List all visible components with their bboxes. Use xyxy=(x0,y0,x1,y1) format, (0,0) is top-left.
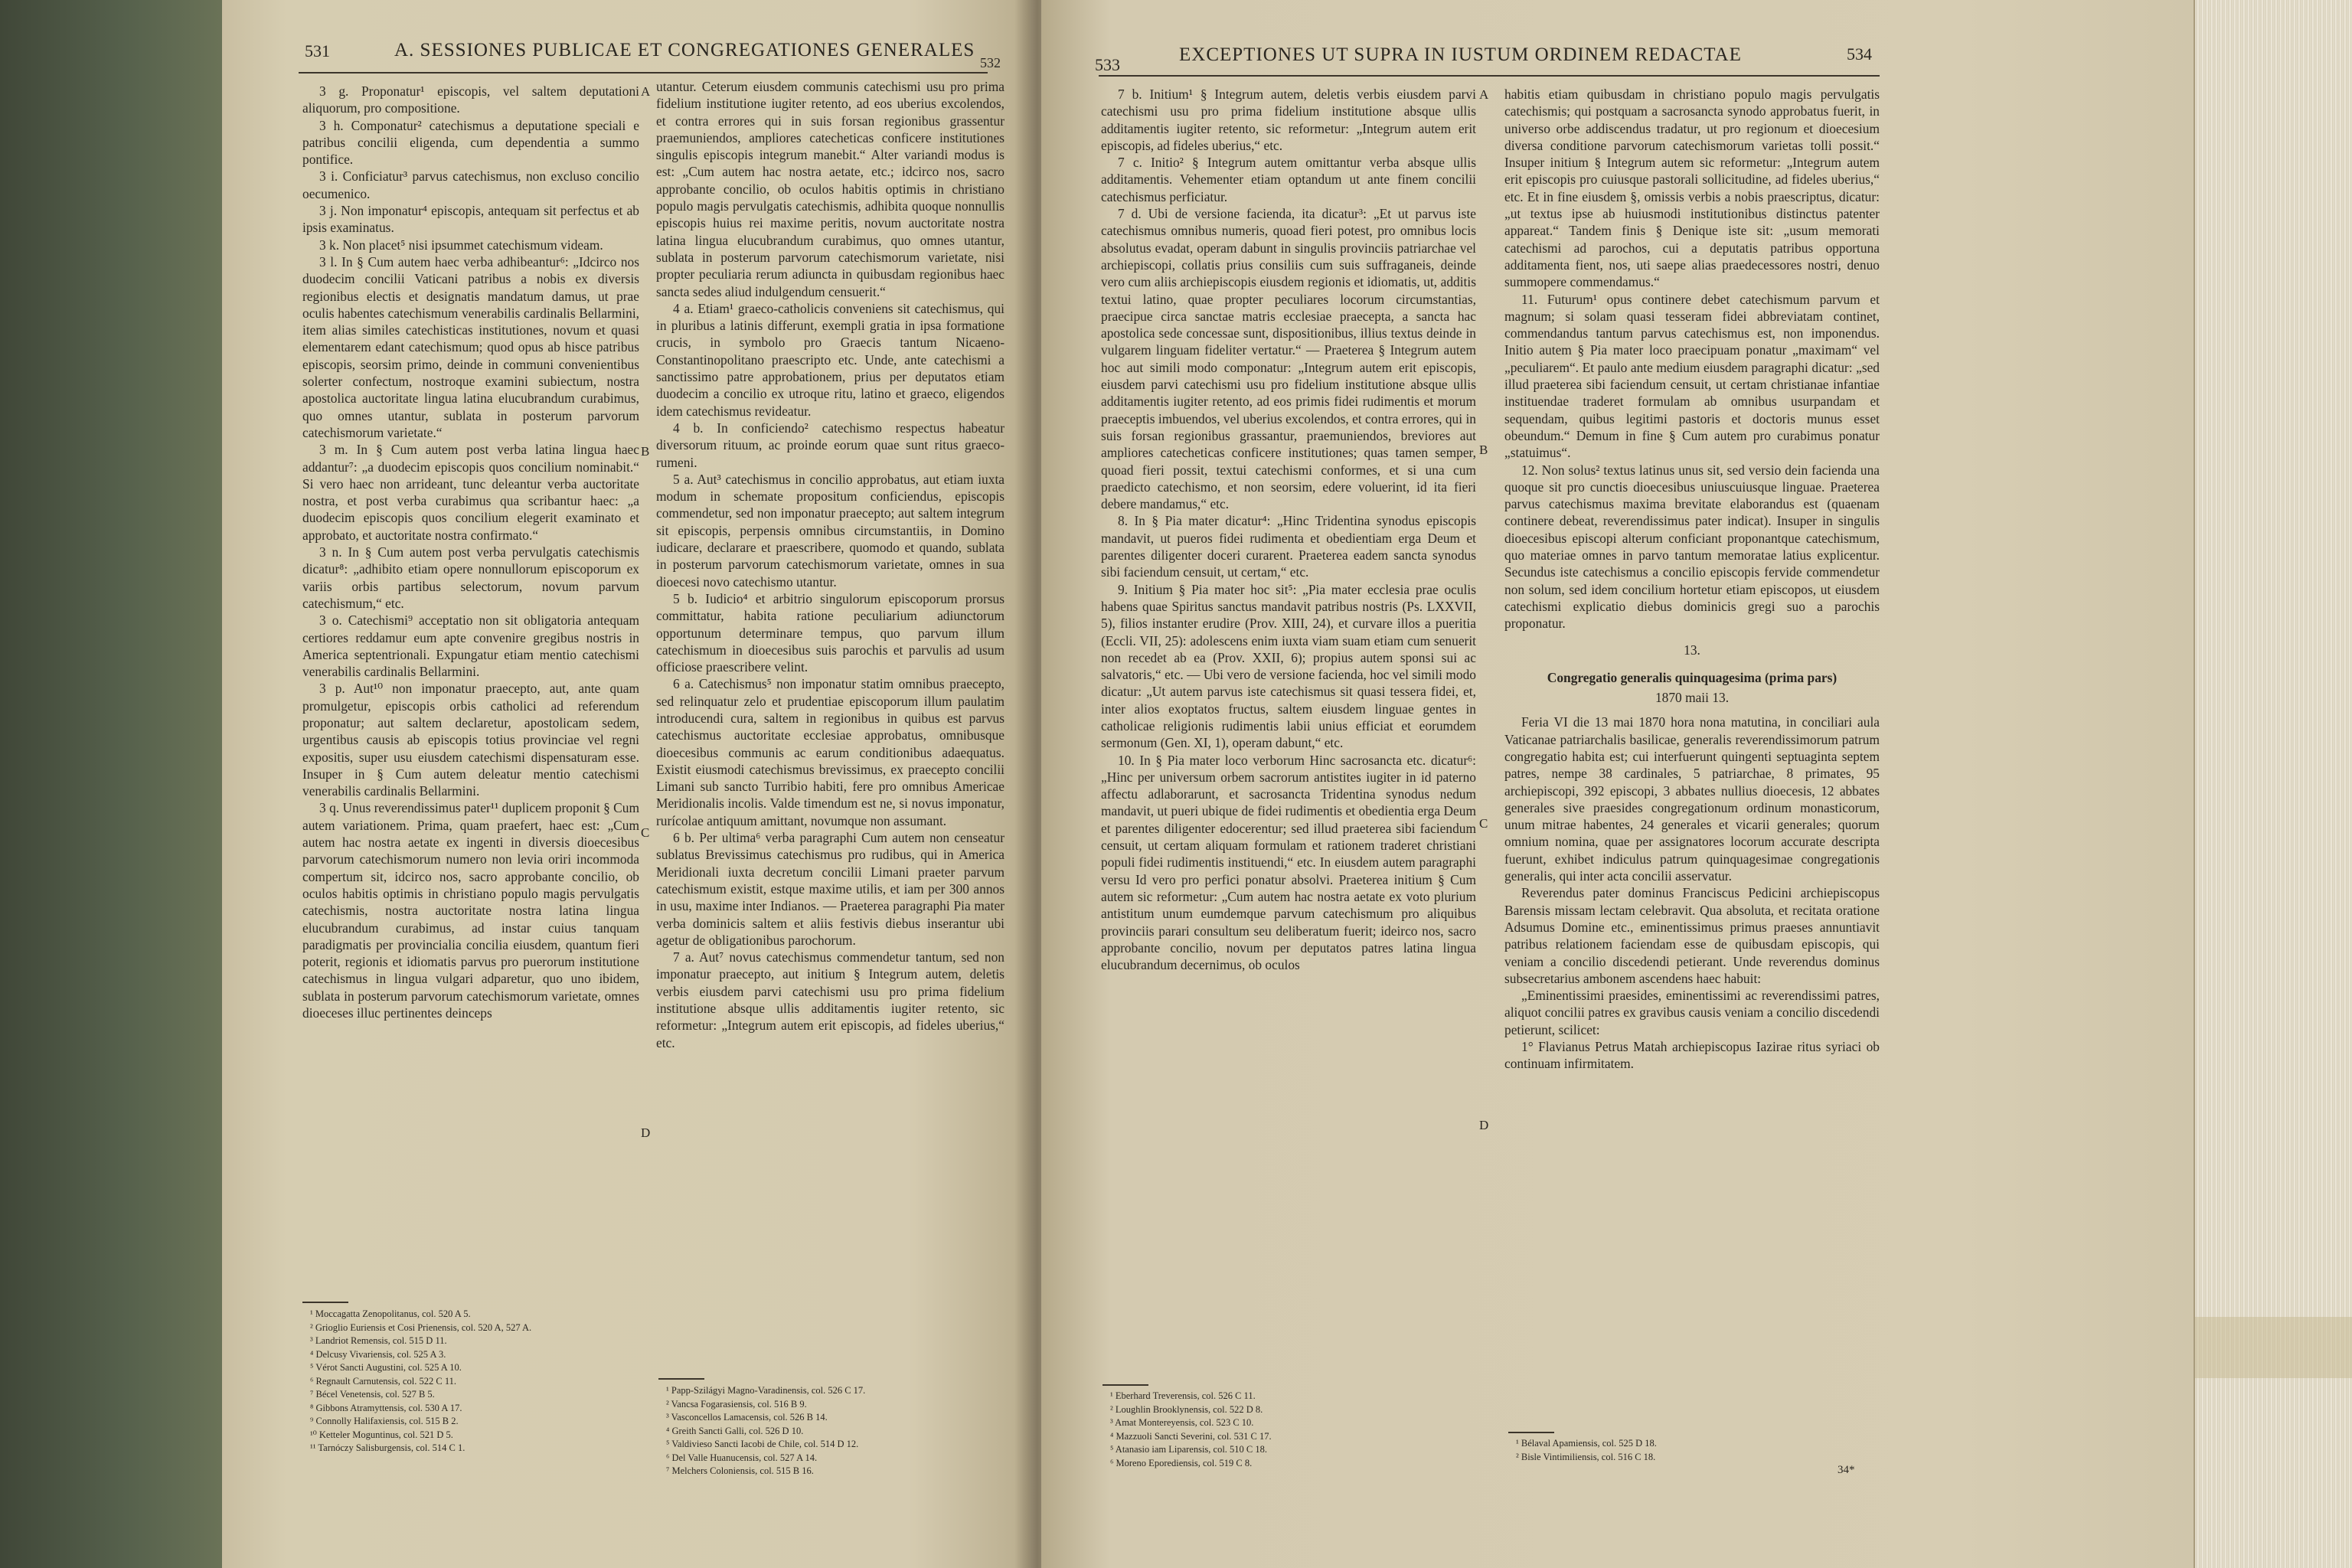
footnote: ⁵ Vérot Sancti Augustini, col. 525 A 10. xyxy=(310,1362,462,1373)
footnote: ⁴ Greith Sancti Galli, col. 526 D 10. xyxy=(666,1425,804,1436)
left-column-2 xyxy=(656,78,1004,1288)
paragraph: 7 c. Initio² § Integrum autem omittantur verba absque ullis additamentis. Vehementer etiam optandum ut ante finem concilii catechismus perficiatur. xyxy=(1101,155,1476,204)
paragraph: 1° Flavianus Petrus Matah archiepiscopus Iaziraе ritus syriaci ob continuam infirmitatem. xyxy=(1504,1039,1880,1072)
paragraph: 3 k. Non placet⁵ nisi ipsummet catechismum videam. xyxy=(319,237,603,253)
margin-letter-c: C xyxy=(1479,816,1488,831)
left-footnotes-col-1 xyxy=(310,1308,531,1455)
paragraph: 3 m. In § Cum autem post verba latina lingua haec addantur⁷: „a duodecim episcopis quos concilium nominabit.“ Si vero haec non arrideant, tunc deleantur verba auctoritate nostra, et post verba curabimus qua scribantur haec: „a duodecim episcopis quos concilium elegerit examinato et approbato, et auctoritate nostra confirmato.“ xyxy=(302,442,639,543)
footnote: ⁴ Delcusy Vivariensis, col. 525 A 3. xyxy=(310,1348,446,1360)
footnote: ⁵ Valdivieso Sancti Iacobi de Chile, col. 514 D 12. xyxy=(666,1439,859,1449)
paragraph: 7 d. Ubi de versione facienda, ita dicatur³: „Et ut parvus iste catechismus omnibus numeris, quoad fieri potest, pro omnibus locis absolutus evadat, operam dabunt in singulis provinciis patriarchae vel archiepiscopi, collatis prius consiliis cum suis suffraganeis, deinde vero cum aliis archiepiscopis eiusdem regionis et idiomatis, ut, additis textui latino, quae propter peculiares locorum circumstantias, praecipue circa sanctae matris ecclesiae praecepta, a sancta hac apostolica sede concessae sunt, dispositionibus, illius textus deinde in vulgarem linguam fideliter vertatur.“ — Praeterea § Integrum autem hoc aut simili modo componatur: „Integrum autem erit episcopis, eiusdem parvi catechismi usu pro fidelium institutione absque ullis additamentis iugiter retento, ad eos primis fidei rudimentis et morum praeceptis imbuendos, vel uberius excolendos, et contra errores, qui in suis forsan regionibus grassantur, praemuniendos, breviores aut ampliores catecheticas conficere institutiones; quas tamen semper, quoad fieri possit, textui catechismi conformes, et si una cum praedicto catechismo, et non seorsim, edere voluerint, id ita fieri debere mandamus,“ etc. xyxy=(1101,206,1476,512)
right-footnotes-col-2 xyxy=(1516,1437,1657,1464)
paragraph: habitis etiam quibusdam in christiano populo magis pervulgatis catechismis; qui postquam a sacrosancta synodo approbatus fuerit, in universo orbe addiscendus tradatur, ut pro regionum et dioecesium diversa conditione parvorum catechismorum varietas tolli possit.“ Insuper initium § Integrum autem sic reformetur: „Integrum autem erit episcopis pro cuiusque pastorali sollicitudine, ad fideles uberius,“ etc. Et in fine eiusdem §, omissis verbis a nobis praescriptus, dicatur: „ut textus ipse ab huiusmodi institutionibus distinctus patenter appareat.“ Tandem finis § Denique iste sit: „usum memorati catechismi ad parochos, cui a deputatis patribus opportuna additamenta fient, nos, uti saepe alias praedecessores nostri, denuo summopere commendamus.“ xyxy=(1504,87,1880,290)
left-running-header: A. SESSIONES PUBLICAE ET CONGREGATIONES GENERALES xyxy=(394,40,975,60)
footnote: ¹⁰ Ketteler Moguntinus, col. 521 D 5. xyxy=(310,1429,453,1440)
margin-letter-c: C xyxy=(641,825,650,840)
paragraph: 10. In § Pia mater loco verborum Hinc sacrosancta etc. dicatur⁶: „Hinc per universum orbem sacrorum antistites iugiter in id paterno affectu adlaborarunt, et sacrosancta Tridentina synodus nedum mandavit, ut pueri ubique de fidei rudimentis et obedientia erga Deum et parentes diligenter edocerentur; sed illud praeterea sibi faciendum censuit, ut certam aliquam formulam et rationem traderet christiani populi fidei rudimentis instituendi,“ etc. In eiusdem autem paragraphi versu Id vero pro perfici ponatur absolvi. Praeterea initium § Cum autem sic reformetur: „Cum autem hac nostra aetate ex voto plurium antistitum unum eumdemque parvum catechismum pro aliquibus provinciis parari consultum seu deliberatum fuerit; ideirco nos, sacro approbante concilio, novum per deputatos patres latina lingua elucubrandum decernimus, ob oculos xyxy=(1101,752,1476,973)
footnote: ² Bisle Vintimiliensis, col. 516 C 18. xyxy=(1516,1451,1656,1462)
right-column-1 xyxy=(1101,86,1476,1349)
footnote-rule xyxy=(302,1302,348,1303)
footnote: ³ Landriot Remensis, col. 515 D 11. xyxy=(310,1335,447,1346)
paragraph: 3 q. Unus reverendissimus pater¹¹ duplicem proponit § Cum autem variationem. Prima, quam praefert, haec est: „Cum autem hac nostra aetate ex ingenti in diversis dioecesibus parvorum catechismorum numero non levia oriri incommoda compertum sit, idcirco nos, sacro approbante concilio, ob oculos habitis optimis in christiano populo magis pervulgatis catechismis, nostra auctoritate nostra latina lingua elucubrandum curabimus, ad instar cuius tanquam paradigmatis per provincialia concilia eiusdem, quantum fieri poterit, regionis et idiomatis parvus pro puerorum institutione catechismus in lingua vulgari adparetur, quo uno ibidem, sublata in posterum parvorum catechismorum varietate, omnes dioeceses illuc pertinentes deinceps xyxy=(302,800,639,1021)
paragraph: 3 j. Non imponatur⁴ episcopis, antequam sit perfectus et ab ipsis examinatus. xyxy=(302,203,639,236)
signature-mark: 34* xyxy=(1838,1464,1855,1476)
page-block-fore-edge xyxy=(2194,0,2352,1568)
left-page xyxy=(222,0,1030,1568)
paragraph: 3 h. Componatur² catechismus a deputatione speciali e patribus concilii eligenda, cum dependentia a summo pontifice. xyxy=(302,117,639,168)
footnote: ³ Vasconcellos Lamacensis, col. 526 B 14. xyxy=(666,1412,828,1423)
paragraph: utantur. Ceterum eiusdem communis catechismi usu pro prima fidelium institutione iugiter retento, ad eos uberius excolendos, et contra errores qui in suis forsan regionibus grassentur praemuniendos, ampliores catecheticas conficere institutiones singulis episcopis integrum manebit.“ Alter variandi modus is est: „Cum autem hac nostra aetate, etc.; idcirco nos, sacro approbante concilio, ob oculos habitis optimis in christiano populo magis pervulgatis catechismis, adhibita quoque nonnullis episcopis huius rei maxime peritis, novum auctoritate nostra latina lingua elucubrandum curabimus, quo omnes utantur, sublata in posterum parvorum catechismorum varietate, nisi propter peculiaria rerum adiuncta in quibusdam regionibus haec sancta sedes aliud indulgendum censuerit.“ xyxy=(656,79,1004,299)
footnote: ⁷ Melchers Coloniensis, col. 515 B 16. xyxy=(666,1465,814,1476)
margin-letter-b: B xyxy=(641,444,650,459)
footnote: ⁷ Bécel Venetensis, col. 527 B 5. xyxy=(310,1389,435,1400)
footnote: ⁶ Regnault Carnutensis, col. 522 C 11. xyxy=(310,1375,457,1387)
paragraph: 7 b. Initium¹ § Integrum autem, deletis verbis eiusdem parvi catechismi usu pro prima fidelium institutione absque ullis additamentis iugiter retento, sic reformetur: „Integrum autem erit episcopis, ad fideles uberius,“ etc. xyxy=(1101,87,1476,153)
footnote: ² Vancsa Fogarasiensis, col. 516 B 9. xyxy=(666,1398,807,1410)
footnote: ¹ Papp-Szilágyi Magno-Varadinensis, col. 526 C 17. xyxy=(666,1385,866,1396)
paragraph: Reverendus pater dominus Franciscus Pedicini archiepiscopus Barensis missam lectam celebravit. Qua absoluta, et recitata oratione Adsumus Domine etc., eminentissimus primus praeses annuntiavit patribus relationem faciendam esse de quibusdam episcopis, qui veniam a concilio discedendi petierant. Unde reverendus dominus subsecretarius ambonem ascendens haec habuit: xyxy=(1504,885,1880,986)
paragraph: 6 a. Catechismus⁵ non imponatur statim omnibus praecepto, sed relinquatur zelo et prudentiae episcoporum illum paulatim introducendi cura, saltem in regionibus in quibus est parvus catechismus auctoritate ecclesiae approbatus, omnibusque dioecesibus communis ac earum conditionibus adaequatus. Existit eiusmodi catechismus brevissimus, ex praecepto concilii Limani sub sancto Turribio habiti, fere pro omnibus Americae Meridionalis incolis. Valde timendum est ne, si novus imponatur, rurícolae antiquum amittant, novumque non assumant. xyxy=(656,676,1004,828)
paragraph: 8. In § Pia mater dicatur⁴: „Hinc Tridentina synodus episcopis mandavit, ut pueros fidei rudimenta et obedientiam erga Deum et parentes diligenter doceri curarent. Praeterea eadem sancta synodus sibi faciendum censuit, ut certam,“ etc. xyxy=(1101,513,1476,580)
paragraph: „Eminentissimi praesides, eminentissimi ac reverendissimi patres, aliquot concilii patres ex gravibus causis veniam a concilio discedendi petierunt, scilicet: xyxy=(1504,988,1880,1037)
right-footnotes-col-1 xyxy=(1110,1390,1272,1470)
margin-letter-d: D xyxy=(641,1125,651,1140)
footnote-rule xyxy=(1102,1384,1148,1386)
footnote: ⁸ Gibbons Atramyttensis, col. 530 A 17. xyxy=(310,1402,462,1413)
paragraph: 12. Non solus² textus latinus unus sit, sed versio dein facienda una quoque sit pro cunctis dioecesibus uniuscuiusque linguae. Praeterea parvus catechismus maxima brevitate elaborandus est (quaenam continere debeat, reverendissimus pater indicat). Insuper in singulis dioecesibus episcopi alterum conficiant proponantque catechismum, quo materiae omnes in parvo tantum memoratae latius explicentur. Secundus iste catechismus a concilio episcopis fervide commendetur non solum, sed idem concilium hortetur etiam episcopos, ut eiusdem catechismi explicatio diebus dominicis gregi suo a parochis proponatur. xyxy=(1504,462,1880,632)
margin-letter-a: A xyxy=(641,84,651,99)
paragraph: 3 o. Catechismi⁹ acceptatio non sit obligatoria antequam certiores reddamur eum apte convenire gregibus nostris in America septentrionali. Expungatur etiam mentio catechismi venerabilis cardinalis Bellarmini. xyxy=(302,612,639,680)
footnote-rule xyxy=(1508,1432,1554,1433)
paragraph: 4 a. Etiam¹ graeco-catholicis conveniens sit catechismus, qui in pluribus a latinis differunt, exempli gratia in ipsa formatione crucis, in symbolo pro Graecis tantum Nicaeno-Constantinopolitano praescripto etc. Unde, ante catechismi a sanctissimo patre approbationem, prius per deputatos etiam duodecim a concilio ex utroque ritu, latino et graeco, eligendos idem catechismus revideatur. xyxy=(656,300,1004,419)
footnote: ¹ Eberhard Treverensis, col. 526 C 11. xyxy=(1110,1390,1256,1401)
paragraph: 5 b. Iudicio⁴ et arbitrio singulorum episcoporum prorsus committatur, habita ratione peculiarium adiunctorum opportunum determinare tempus, quo parvum illum catechismum in dioecesibus suis parochis et parvulis ad usum officiose praescribere velint. xyxy=(656,590,1004,675)
footnote: ¹ Bélaval Apamiensis, col. 525 D 18. xyxy=(1516,1438,1657,1449)
section-title: Congregatio generalis quinquagesima (prima pars) xyxy=(1547,669,1838,685)
page-number-531: 531 xyxy=(305,41,330,60)
left-footnotes-col-2 xyxy=(666,1384,865,1478)
paragraph: 3 p. Aut¹⁰ non imponatur praecepto, aut, ante quam promulgetur, episcopis orbis catholici ad referendum proponatur; aut saltem declaretur, apostolicam sedem, urgentibus causis ab episcopis totius provinciae vel regni expositis, super usu eiusdem catechismi dispensaturam esse. Insuper in § Cum autem deleatur mentio catechismi venerabilis cardinalis Bellarmini. xyxy=(302,681,639,799)
footnote: ⁹ Connolly Halifaxiensis, col. 515 B 2. xyxy=(310,1416,459,1426)
scanner-background xyxy=(0,0,230,1568)
left-column-1 xyxy=(302,83,639,1277)
footnote: ⁶ Moreno Eporediensis, col. 519 C 8. xyxy=(1110,1457,1253,1468)
footnote: ⁴ Mazzuoli Sancti Severini, col. 531 C 17. xyxy=(1110,1430,1272,1442)
paragraph: 3 i. Conficiatur³ parvus catechismus, non excluso concilio oecumenico. xyxy=(302,168,639,201)
paragraph: 3 g. Proponatur¹ episcopis, vel saltem deputationi aliquorum, pro compositione. xyxy=(302,83,639,116)
right-column-2 xyxy=(1504,86,1880,1426)
paragraph: 3 n. In § Cum autem post verba pervulgatis catechismis dicatur⁸: „adhibito etiam opere nonnullorum episcoporum ex variis orbis partibus selectorum, novum parvum catechismum,“ etc. xyxy=(302,544,639,611)
open-book xyxy=(222,0,2350,1568)
paragraph: Feria VI die 13 mai 1870 hora nona matutina, in conciliari aula Vaticanae patriarchalis basilicae, generalis reverendissimorum patrum congregatio habita est; cui interfuerunt quingenti septuaginta septem patres, nempe 38 cardinales, 5 patriarchae, 8 primates, 95 archiepiscopi, 392 episcopi, 3 abbates nullius dioecesis, 12 abbates generales sive praesides congregationum ordinum monasticorum, unum mitrae habentes, 24 generales et vicarii generales; quorum omnium nomina, quae per assignatores locorum accurate descripta fuerunt, exhibet indiculus patrum quinquagesimae congregationis generalis, qui inter acta concilii asservatur. xyxy=(1504,714,1880,884)
paragraph: 11. Futurum¹ opus continere debet catechismum parvum et magnum; si solam quasi tesseram fidei abbreviatam continet, commendandus tantum parvus catechismus est, non imponendus. Initio autem § Pia mater loco praecipuam ponatur „maximam“ vel „peculiarem“. Et paulo ante medium eiusdem paragraphi dicatur: „sed illud praeterea sibi faciendum censuit, ut certam christianae infantiae instituendae traderet formulam ab omnibus usurpandam et sequendam, quibus legitimi pastoris et doctoris munus esset obeundum.“ Demum in fine § Cum autem pro curabimus ponatur „statuimus“. xyxy=(1504,291,1880,461)
margin-letter-d: D xyxy=(1479,1118,1489,1132)
footnote: ³ Amat Montereyensis, col. 523 C 10. xyxy=(1110,1417,1254,1428)
paragraph: 6 b. Per ultima⁶ verba paragraphi Cum autem non censeatur sublatus Brevissimus catechismus pro rudibus, qui in America Meridionali iuxta decretum concilii Limani praeter parvum catechismum existit, estque maxime utilis, et iam per 300 annos in usu, maxime inter Indianos. — Praeterea paragraphi Pia mater verba dominicis saltem et aliis festivis diebus inserantur ubi agetur de obligationibus parochorum. xyxy=(656,830,1004,948)
section-number: 13. xyxy=(1684,642,1700,658)
footnote: ⁶ Del Valle Huanucensis, col. 527 A 14. xyxy=(666,1452,818,1463)
margin-letter-a: A xyxy=(1479,87,1489,102)
footnote-rule xyxy=(658,1378,704,1380)
footnote: ⁵ Atanasio iam Liparensis, col. 510 C 18. xyxy=(1110,1444,1268,1455)
footnote: ² Grioglio Euriensis et Cosi Prienensis, col. 520 A, 527 A. xyxy=(310,1321,532,1333)
right-running-header: EXCEPTIONES UT SUPRA IN IUSTUM ORDINEM REDACTAE xyxy=(1179,44,1742,65)
page-number-534: 534 xyxy=(1847,44,1872,64)
footnote: ² Loughlin Brooklynensis, col. 522 D 8. xyxy=(1110,1403,1263,1415)
paragraph: 7 a. Aut⁷ novus catechismus commendetur tantum, sed non imponatur praecepto, aut initium § Integrum autem, deletis verbis eiusdem parvi catechismi usu pro prima fidelium institutione absque ullis additamentis iugiter retento, sic reformetur: „Integrum autem erit episcopis, ad fideles uberius,“ etc. xyxy=(656,949,1004,1050)
page-number-533: 533 xyxy=(1095,55,1120,74)
paragraph: 9. Initium § Pia mater hoc sit⁵: „Pia mater ecclesia prae oculis habens quae Spiritus sanctus mandavit patribus nostris (Ps. LXXVII, 5), filios instanter erudire (Prov. XIII, 24), et curvare illos a pueritia (Eccli. VII, 25): adolescens enim iuxta viam suam etiam cum senuerit non recedet ab ea (Prov. XXII, 6); propius autem sponsi sui ac salvatoris,“ etc. — Ubi vero de versione facienda, hoc vel simili modo dicatur: „Ut autem parvus iste catechismus sit quasi tessera fidei, et, inter alios exoptatos fructus, saltem eiusdem linguae gentes in catholicae religionis rudimentis labii unius efficiat et eorumdem sermonum (Gen. XI, 1), operam dabunt,“ etc. xyxy=(1101,581,1476,751)
paragraph: 5 a. Aut³ catechismus in concilio approbatus, aut etiam iuxta modum in schemate propositum conficiendus, episcopis commendetur, sed non imponatur praecepto; aut saltem integrum sit episcopis, perpensis omnibus circumstantiis, in Domino iudicare, declarare et praescribere, quomodo et quando, sublata in posterum parvorum catechismorum varietate, omnes in sua dioecesi novo catechismo utantur. xyxy=(656,471,1004,590)
footnote: ¹¹ Tarnóczy Salisburgensis, col. 514 C 1. xyxy=(310,1442,466,1453)
footnote: ¹ Moccagatta Zenopolitanus, col. 520 A 5. xyxy=(310,1308,471,1319)
paragraph: 4 b. In conficiendo² catechismo respectus habeatur diversorum rituum, ac proinde eorum quae sunt ritus graeco-rumeni. xyxy=(656,420,1004,470)
section-date: 1870 maii 13. xyxy=(1655,690,1730,706)
header-rule xyxy=(299,72,988,74)
paragraph: 3 l. In § Cum autem haec verba adhibeantur⁶: „Idcirco nos duodecim concilii Vaticani patribus a nobis ex diversis regionibus electis et designatis mandatum damus, ut prae oculis habentes catechismum venerabilis cardinalis Bellarmini, item alias similes catechisticas institutiones, novum et quasi elementarem edant catechismum; quod opus ab hisce patribus episcopis, seorsim primo, deinde in communi convenientibus solerter confectum, nostroque examini subiectum, nostra apostolica auctoritate lingua latina elucubrandum curabimus, quo omnes utantur, sublata in posterum parvorum catechismorum varietate.“ xyxy=(302,253,639,440)
margin-letter-b: B xyxy=(1479,443,1488,457)
page-number-532: 532 xyxy=(980,55,1001,70)
right-page xyxy=(1041,0,2194,1568)
header-rule xyxy=(1099,75,1880,77)
